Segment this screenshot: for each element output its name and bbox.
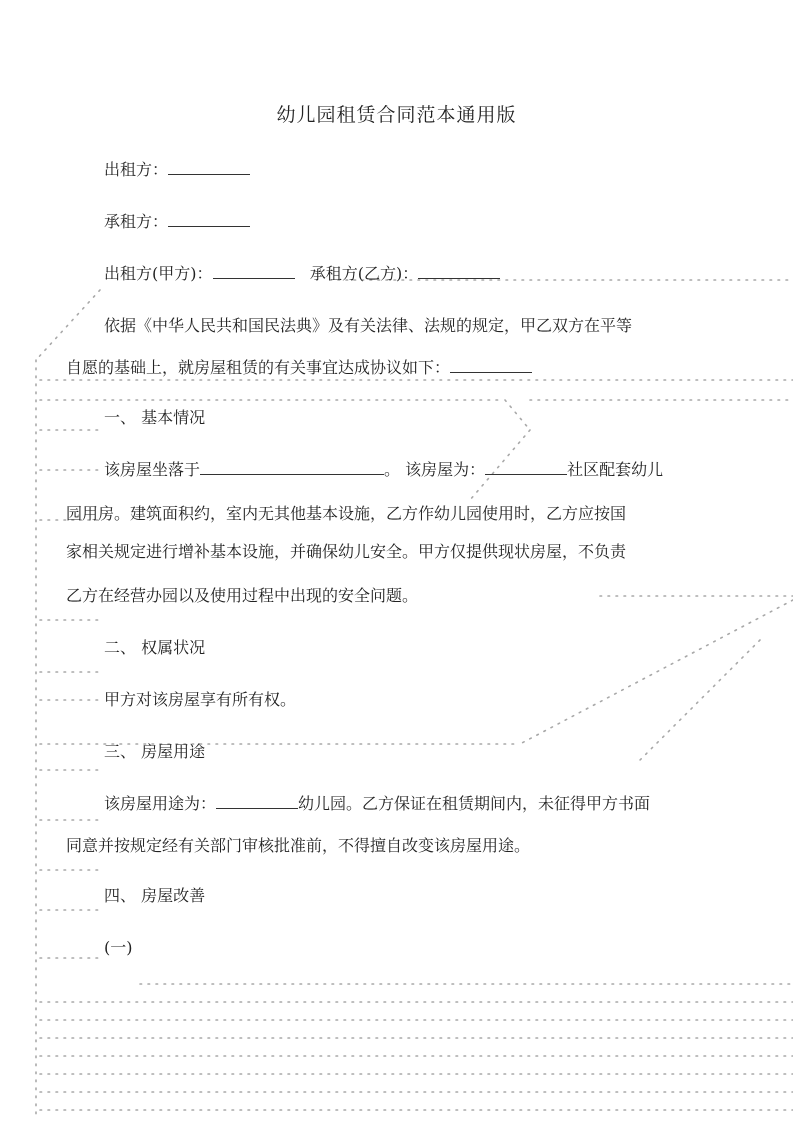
s4-line-1: (一) bbox=[104, 938, 133, 957]
section-3-heading: 三、 房屋用途 bbox=[104, 742, 206, 761]
community-blank bbox=[485, 460, 567, 475]
s1-text-b: 。 该房屋为： bbox=[384, 460, 486, 479]
intro-text-2: 自愿的基础上，就房屋租赁的有关事宜达成协议如下： bbox=[66, 358, 451, 377]
s1-line-3: 家相关规定进行增补基本设施，并确保幼儿安全。甲方仅提供现状房屋，不负责 bbox=[66, 542, 627, 561]
s3-text-b: 幼儿园。乙方保证在租赁期间内，未征得甲方书面 bbox=[298, 794, 651, 813]
usage-blank bbox=[216, 794, 298, 809]
section-1-heading: 一、 基本情况 bbox=[104, 408, 206, 427]
s1-line-1 bbox=[104, 458, 663, 482]
address-blank bbox=[200, 460, 384, 475]
intro-blank bbox=[450, 358, 532, 373]
party-a-blank bbox=[213, 264, 295, 279]
s1-line-2: 园用房。建筑面积约，室内无其他基本设施，乙方作幼儿园使用时，乙方应按国 bbox=[66, 504, 627, 523]
lessee-label: 承租方： bbox=[104, 212, 169, 231]
section-4-heading: 四、 房屋改善 bbox=[104, 886, 206, 905]
lessee-blank bbox=[168, 212, 250, 227]
section-2-heading: 二、 权属状况 bbox=[104, 638, 206, 657]
s3-line-2: 同意并按规定经有关部门审核批准前，不得擅自改变该房屋用途。 bbox=[66, 836, 531, 855]
lessor-label: 出租方： bbox=[104, 160, 169, 179]
lessee-line bbox=[104, 210, 250, 234]
document-title: 幼儿园租赁合同范本通用版 bbox=[276, 104, 517, 126]
s3-text-a: 该房屋用途为： bbox=[104, 794, 217, 813]
lessor-line bbox=[104, 158, 250, 182]
intro-line-1: 依据《中华人民共和国民法典》及有关法律、法规的规定，甲乙双方在平等 bbox=[104, 316, 633, 335]
s1-text-c: 社区配套幼儿 bbox=[567, 460, 664, 479]
party-b-blank bbox=[418, 264, 500, 279]
s1-line-4: 乙方在经营办园以及使用过程中出现的安全问题。 bbox=[66, 586, 419, 605]
intro-line-2 bbox=[66, 356, 532, 380]
s2-line-1: 甲方对该房屋享有所有权。 bbox=[104, 690, 297, 709]
party-b-label: 承租方(乙方)： bbox=[309, 264, 419, 283]
party-a-label: 出租方(甲方)： bbox=[104, 264, 213, 283]
s3-line-1 bbox=[104, 792, 650, 816]
lessor-blank bbox=[168, 160, 250, 175]
parties-line bbox=[104, 262, 500, 286]
s1-text-a: 该房屋坐落于 bbox=[104, 460, 201, 479]
